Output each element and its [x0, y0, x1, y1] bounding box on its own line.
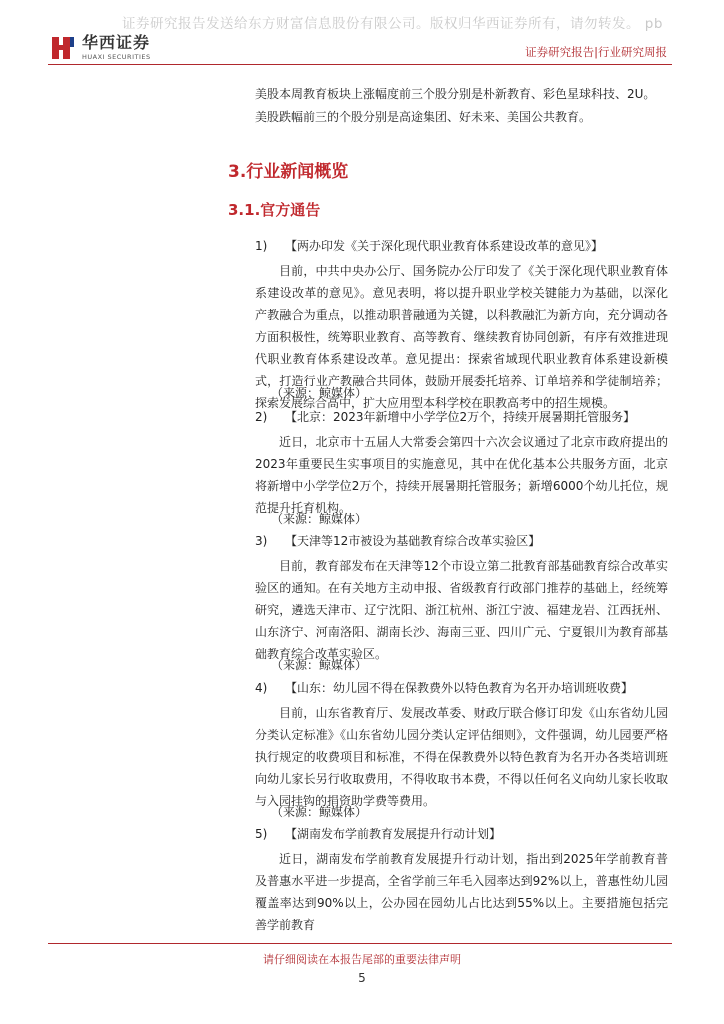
section-heading: 3.行业新闻概览 [228, 162, 349, 182]
news-item-1-title-row [255, 237, 603, 254]
legal-notice: 请仔细阅读在本报告尾部的重要法律声明 [263, 953, 461, 966]
header-divider [48, 64, 672, 65]
company-logo [50, 35, 151, 61]
news-item-number: 5) [255, 827, 268, 841]
news-item-title: 【山东：幼儿园不得在保教费外以特色教育为名开办培训班收费】 [285, 681, 634, 695]
logo-icon [50, 35, 76, 61]
news-item-number: 2) [255, 410, 268, 424]
news-item-4-title-row [255, 679, 633, 696]
news-item-title: 【北京：2023年新增中小学学位2万个，持续开展暑期托管服务】 [285, 410, 636, 424]
footer-divider [48, 943, 672, 944]
news-item-source: （来源：鲸媒体） [271, 386, 368, 400]
news-item-number: 1) [255, 239, 268, 253]
news-item-5-title-row [255, 825, 501, 842]
logo-name-en: HUAXI SECURITIES [82, 53, 151, 62]
intro-line-1: 美股本周教育板块上涨幅度前三个股分别是朴新教育、彩色星球科技、2U。 [255, 87, 656, 101]
news-item-source: （来源：鲸媒体） [271, 658, 368, 672]
news-item-title: 【湖南发布学前教育发展提升行动计划】 [285, 827, 502, 841]
news-item-body: 目前，山东省教育厅、发展改革委、财政厅联合修订印发《山东省幼儿园分类认定标准》《山东省幼儿园分类认定评估细则》，文件强调，幼儿园要严格执行规定的收费项目和标准，不得在保教费外以特色教育为名开办各类培训班向幼儿家长另行收取费用，不得收取书本费，不得以任何名义向幼儿家长收取与入园挂钩的捐资助学费等费用。 [255, 706, 668, 808]
news-item-body: 近日，湖南发布学前教育发展提升行动计划，指出到2025年学前教育普及普惠水平进一步提高，全省学前三年毛入园率达到92%以上，普惠性幼儿园覆盖率达到90%以上，公办园在园幼儿占比达到55%以上。主要措施包括完善学前教育 [255, 852, 668, 932]
page-number: 5 [358, 971, 366, 985]
news-item-number: 4) [255, 681, 268, 695]
news-item-title: 【两办印发《关于深化现代职业教育体系建设改革的意见》】 [285, 239, 604, 253]
news-item-title: 【天津等12市被设为基础教育综合改革实验区】 [285, 534, 541, 548]
news-item-body: 近日，北京市十五届人大常委会第四十六次会议通过了北京市政府提出的2023年重要民生实事项目的实施意见，其中在优化基本公共服务方面，北京将新增中小学学位2万个，持续开展暑期托管服务；新增6000个幼儿托位，规范提升托育机构。 [255, 435, 668, 515]
watermark-text: 证券研究报告发送给东方财富信息股份有限公司。版权归华西证券所有，请勿转发。 pb [122, 16, 663, 32]
news-item-2-title-row [255, 408, 635, 425]
intro-line-2: 美股跌幅前三的个股分别是高途集团、好未来、美国公共教育。 [255, 110, 592, 124]
news-item-source: （来源：鲸媒体） [271, 805, 368, 819]
news-item-body: 目前，教育部发布在天津等12个市设立第二批教育部基础教育综合改革实验区的通知。在有关地方主动申报、省级教育行政部门推荐的基础上，经统筹研究，遴选天津市、辽宁沈阳、浙江杭州、浙江宁波、福建龙岩、江西抚州、山东济宁、河南洛阳、湖南长沙、海南三亚、四川广元、宁夏银川为教育部基础教育综合改革实验区。 [255, 559, 668, 661]
news-item-source: （来源：鲸媒体） [271, 512, 368, 526]
section-subheading: 3.1.官方通告 [228, 201, 321, 219]
news-item-body: 目前，中共中央办公厅、国务院办公厅印发了《关于深化现代职业教育体系建设改革的意见》。意见表明，将以提升职业学校关键能力为基础，以深化产教融合为重点，以推动职普融通为关键，以科教融汇为新方向，充分调动各方面积极性，统筹职业教育、高等教育、继续教育协同创新，有序有效推进现代职业教育体系建设改革。意见提出：探索省域现代职业教育体系建设新模式，打造行业产教融合共同体，鼓励开展委托培养、订单培养和学徒制培养；探索发展综合高中，扩大应用型本科学校在职教高考中的招生规模。 [255, 264, 668, 410]
news-item-3-title-row [255, 532, 540, 549]
news-item-number: 3) [255, 534, 268, 548]
logo-name-cn: 华西证券 [82, 33, 151, 53]
report-type: 证券研究报告|行业研究周报 [525, 45, 667, 59]
